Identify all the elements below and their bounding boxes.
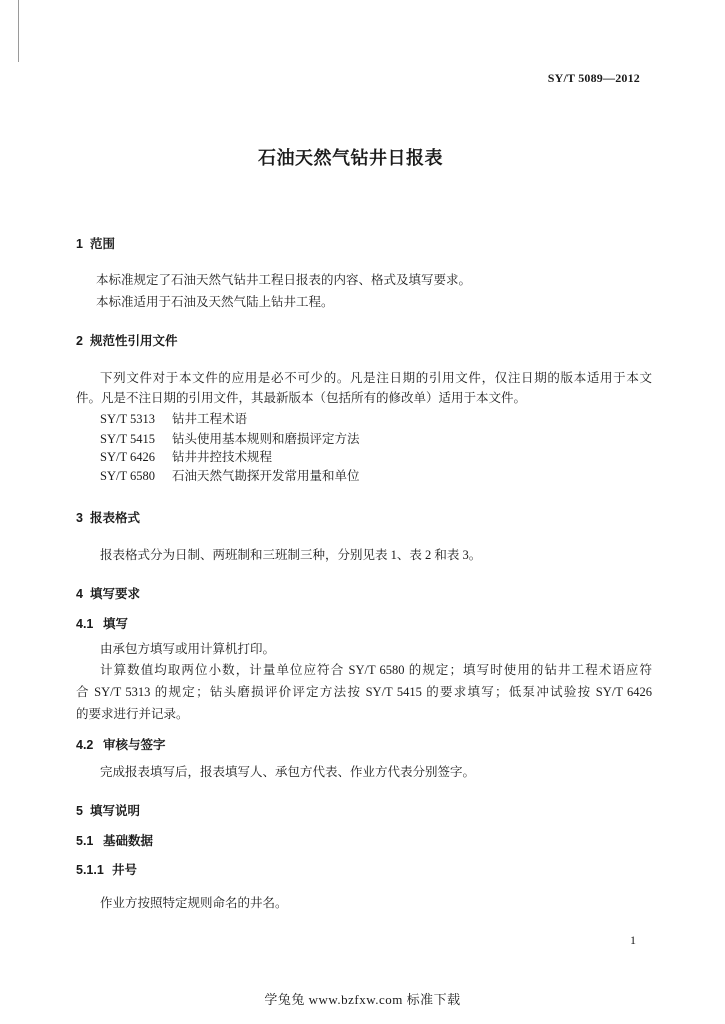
reference-item — [100, 468, 360, 484]
subsection-title: 审核与签字 — [103, 738, 166, 752]
reference-item — [100, 411, 247, 427]
paragraph-line: 本标准规定了石油天然气钻井工程日报表的内容、格式及填写要求。 — [96, 273, 472, 287]
paragraph-line: 计算数值均取两位小数，计量单位应符合 SY/T 6580 的规定；填写时使用的钻井工程术语应符 — [100, 663, 652, 677]
page-number: 1 — [630, 933, 636, 947]
scan-edge-line — [18, 0, 19, 62]
subsection-5-1-heading — [76, 833, 153, 849]
paragraph-line: 件。凡是不注日期的引用文件，其最新版本（包括所有的修改单）适用于本文件。 — [76, 391, 527, 405]
reference-code: SY/T 5415 — [100, 432, 155, 446]
reference-title: 钻井工程术语 — [172, 412, 248, 426]
subsection-5-1-1-heading — [76, 862, 137, 878]
subsection-title: 基础数据 — [103, 834, 154, 848]
section-number: 1 — [76, 237, 83, 251]
section-2-heading — [76, 333, 178, 349]
section-number: 5 — [76, 804, 83, 818]
section-title: 填写要求 — [90, 587, 141, 601]
subsection-4-1-heading — [76, 616, 128, 632]
footer-watermark: 学兔兔 www.bzfxw.com 标准下载 — [264, 992, 461, 1007]
reference-title: 钻头使用基本规则和磨损评定方法 — [172, 432, 360, 446]
section-title: 规范性引用文件 — [90, 334, 178, 348]
paragraph-line: 完成报表填写后，报表填写人、承包方代表、作业方代表分别签字。 — [100, 765, 476, 779]
paragraph-line: 下列文件对于本文件的应用是必不可少的。凡是注日期的引用文件，仅注日期的版本适用于本文 — [100, 371, 652, 385]
section-title: 填写说明 — [90, 804, 141, 818]
reference-item — [100, 449, 272, 465]
paragraph-line: 报表格式分为日制、两班制和三班制三种，分别见表 1、表 2 和表 3。 — [100, 548, 482, 562]
subsection-4-2-heading — [76, 737, 166, 753]
subsection-number: 4.2 — [76, 738, 94, 752]
section-number: 4 — [76, 587, 83, 601]
reference-code: SY/T 5313 — [100, 412, 155, 426]
paragraph-line: 作业方按照特定规则命名的井名。 — [100, 896, 288, 910]
standard-code: SY/T 5089—2012 — [547, 71, 640, 85]
reference-code: SY/T 6580 — [100, 469, 155, 483]
subsection-number: 5.1 — [76, 834, 94, 848]
reference-title: 石油天然气勘探开发常用量和单位 — [172, 469, 360, 483]
subsection-title: 井号 — [112, 863, 138, 877]
paragraph-line: 本标准适用于石油及天然气陆上钻井工程。 — [96, 295, 334, 309]
reference-code: SY/T 6426 — [100, 450, 155, 464]
paragraph-line: 合 SY/T 5313 的规定；钻头磨损评价评定方法按 SY/T 5415 的要求填写；低泵冲试验按 SY/T 6426 — [76, 685, 652, 699]
subsection-title: 填写 — [103, 617, 129, 631]
section-5-heading — [76, 803, 140, 819]
subsection-number: 4.1 — [76, 617, 94, 631]
section-number: 2 — [76, 334, 83, 348]
reference-item — [100, 431, 360, 447]
document-title: 石油天然气钻井日报表 — [258, 148, 443, 168]
section-title: 范围 — [90, 237, 116, 251]
paragraph-line: 由承包方填写或用计算机打印。 — [100, 642, 276, 656]
section-4-heading — [76, 586, 140, 602]
subsection-number: 5.1.1 — [76, 863, 104, 877]
section-1-heading — [76, 236, 115, 252]
paragraph-line: 的要求进行并记录。 — [76, 707, 189, 721]
reference-title: 钻井井控技术规程 — [172, 450, 273, 464]
section-title: 报表格式 — [90, 511, 141, 525]
section-3-heading — [76, 510, 140, 526]
section-number: 3 — [76, 511, 83, 525]
